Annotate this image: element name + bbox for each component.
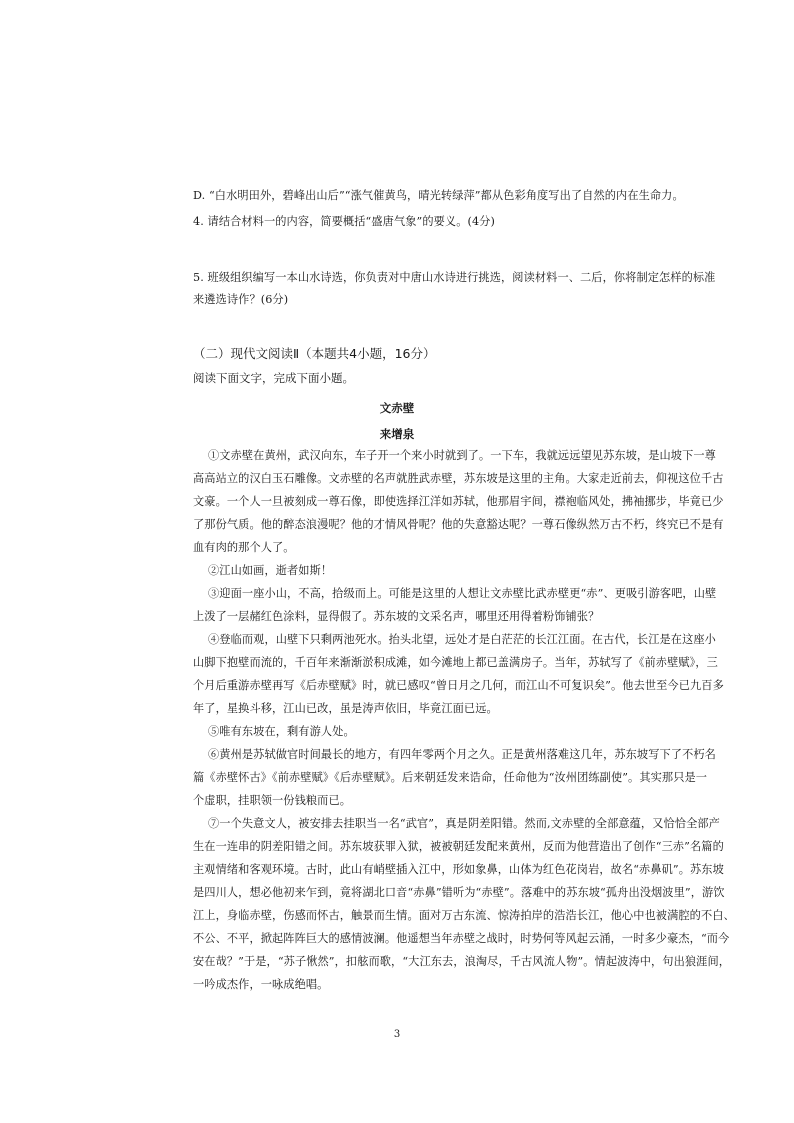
paragraph-4-line: ④登临而观，山壁下只剩两池死水。抬头北望，远处才是白茫茫的长江江面。在古代，长江是在这座小 — [208, 633, 716, 646]
question-4: 4. 请结合材料一的内容，简要概括“盛唐气象”的要义。(4分) — [193, 215, 495, 228]
section-heading: （二）现代文阅读Ⅱ（本题共4小题，16分） — [193, 346, 436, 361]
page-number: 3 — [393, 1029, 401, 1040]
article-author: 来增泉 — [379, 427, 415, 441]
question-5-line-1: 5. 班级组织编写一本山水诗选，你负责对中唐山水诗进行挑选，阅读材料一、二后，你将制定怎样的标准 — [193, 271, 716, 284]
paragraph-3-line: 上泼了一层赭红色涂料，显得假了。苏东坡的文采名声，哪里还用得着粉饰铺张？ — [193, 610, 600, 623]
paragraph-7-line: 是四川人，想必他初来乍到，竟将湖北口音“赤鼻”错听为“赤壁”。落难中的苏东坡“孤舟出没烟波里”，游饮 — [193, 886, 725, 899]
reading-instruction: 阅读下面文字，完成下面小题。 — [193, 371, 354, 385]
article-title: 文赤壁 — [379, 401, 415, 415]
paragraph-1-line: 文豪。一个人一旦被刻成一尊石像，即使选择江洋如苏轼，他那眉宇间，襟袍临风处，拂袖挪步，毕竟已少 — [193, 495, 724, 508]
paragraph-1-line: 血有肉的那个人了。 — [193, 541, 295, 554]
paragraph-7-line: ⑦一个失意文人，被安排去挂职当一名“武官”，真是阴差阳错。然而,文赤壁的全部意蕴，又恰恰全部产 — [208, 817, 720, 830]
paragraph-6-line: ⑥黄州是苏轼做官时间最长的地方，有四年零两个月之久。正是黄州落难这几年，苏东坡写下了不朽名 — [208, 748, 716, 761]
paragraph-7-line: 不公、不平，掀起阵阵巨大的感情波澜。他遥想当年赤壁之战时，时势何等风起云涌，一时多少豪杰，“而今 — [193, 932, 730, 945]
paragraph-1-line: ①文赤壁在黄州，武汉向东，车子开一个来小时就到了。一下车，我就远远望见苏东坡，是山坡下一尊 — [208, 449, 716, 462]
paragraph-4-line: 个月后重游赤壁再写《后赤壁赋》时，就已感叹“曾日月之几何，而江山不可复识矣”。他去世至今已九百多 — [193, 679, 724, 692]
paragraph-1-line: 高高站立的汉白玉石雕像。文赤壁的名声就胜武赤壁，苏东坡是这里的主角。大家走近前去，仰视这位千古 — [193, 472, 724, 485]
question-5-line-2: 来遴选诗作？(6分) — [193, 293, 289, 306]
paragraph-4-line: 山脚下抱壁而流的，千百年来渐渐淤积成滩，如今滩地上都已盖满房子。当年，苏轼写了《前赤壁赋》，三 — [193, 656, 718, 669]
paragraph-7-line: 生在一连串的阴差阳错之间。苏东坡获罪入狱，被被朝廷发配来黄州，反而为他营造出了创作“三赤”名篇的 — [193, 840, 724, 853]
paragraph-6-line: 个虚职，挂职领一份钱粮而已。 — [193, 794, 352, 807]
paragraph-5: ⑤唯有东坡在，剩有游人处。 — [208, 725, 355, 738]
paragraph-7-line: 一吟成杰作，一咏成绝唱。 — [193, 978, 329, 991]
paragraph-2: ②江山如画，逝者如斯！ — [208, 564, 333, 577]
question-option-d: D. “白水明田外，碧峰出山后”“涨气催黄鸟，晴光转绿萍”都从色彩角度写出了自然的内在生命力。 — [193, 189, 684, 202]
paragraph-7-line: 安在哉？”于是，“苏子愀然”，扣舷而歌，“大江东去，浪淘尽，千古风流人物”。情起波涛中，句出狼涯间， — [193, 955, 731, 968]
paragraph-1-line: 了那份气质。他的醉态浪漫呢？他的才情风骨呢？他的失意豁达呢？一尊石像纵然万古不朽，终究已不是有 — [193, 518, 724, 531]
paragraph-3-line: ③迎面一座小山，不高，拾级而上。可能是这里的人想让文赤壁比武赤壁更“赤”、更吸引游客吧，山壁 — [208, 587, 717, 600]
paragraph-7-line: 江上，身临赤壁，伤感而怀古，触景而生情。面对万古东流、惊涛拍岸的浩浩长江，他心中也被满腔的不白、 — [193, 909, 735, 922]
paragraph-7-line: 主观情绪和客观环境。古时，此山有峭壁插入江中，形如象鼻，山体为红色花岗岩，故名“赤鼻矶”。苏东坡 — [193, 863, 724, 876]
paragraph-6-line: 篇《赤壁怀古》《前赤壁赋》《后赤壁赋》。后来朝廷发来诰命，任命他为“汝州团练副使”。其实那只是一 — [193, 771, 708, 784]
paragraph-4-line: 年了，星换斗移，江山已改，虽是涛声依旧，毕竟江面已远。 — [193, 702, 498, 715]
